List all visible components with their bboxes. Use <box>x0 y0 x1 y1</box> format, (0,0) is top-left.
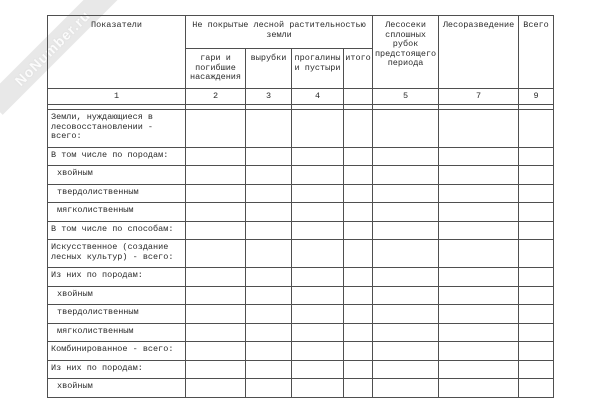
data-cell <box>373 379 439 398</box>
column-numbers-row <box>48 88 554 105</box>
data-cell <box>186 166 246 185</box>
data-cell <box>246 221 292 240</box>
data-cell <box>246 323 292 342</box>
data-cell <box>439 110 519 148</box>
table-row <box>48 305 554 324</box>
data-cell <box>519 379 554 398</box>
data-cell <box>186 305 246 324</box>
data-cell <box>292 166 344 185</box>
header-row-group <box>48 16 554 49</box>
data-cell <box>373 286 439 305</box>
header-not-covered-group: Не покрытые лесной растительностью земли <box>186 16 373 49</box>
column-number: 4 <box>292 88 344 105</box>
reforestation-table <box>47 15 554 398</box>
data-cell <box>292 240 344 268</box>
data-cell <box>344 240 373 268</box>
data-cell <box>519 342 554 361</box>
data-cell <box>246 286 292 305</box>
row-label: Комбинированное - всего: <box>48 342 186 361</box>
column-number: 9 <box>519 88 554 105</box>
data-cell <box>519 323 554 342</box>
data-cell <box>439 360 519 379</box>
data-cell <box>519 286 554 305</box>
table-row <box>48 360 554 379</box>
data-cell <box>344 110 373 148</box>
row-label: Искусственное (создание лесных культур) - всего: <box>48 240 186 268</box>
table-row <box>48 147 554 166</box>
data-cell <box>246 268 292 287</box>
data-cell <box>439 286 519 305</box>
data-cell <box>186 221 246 240</box>
header-afforestation: Лесоразведение <box>439 16 519 89</box>
data-cell <box>373 360 439 379</box>
data-cell <box>246 379 292 398</box>
row-label: В том числе по породам: <box>48 147 186 166</box>
data-cell <box>292 360 344 379</box>
data-cell <box>344 184 373 203</box>
data-cell <box>292 268 344 287</box>
data-cell <box>439 342 519 361</box>
table-body <box>48 110 554 398</box>
data-cell <box>186 203 246 222</box>
table-row <box>48 221 554 240</box>
data-cell <box>439 305 519 324</box>
column-number: 2 <box>186 88 246 105</box>
data-cell <box>292 147 344 166</box>
data-cell <box>246 184 292 203</box>
data-cell <box>292 203 344 222</box>
table-row <box>48 286 554 305</box>
data-cell <box>292 305 344 324</box>
row-label: твердолиственным <box>48 305 186 324</box>
data-cell <box>344 323 373 342</box>
row-label: хвойным <box>48 379 186 398</box>
data-cell <box>186 184 246 203</box>
row-label: мягколиственным <box>48 203 186 222</box>
header-subtotal: итого <box>344 49 373 89</box>
data-cell <box>373 110 439 148</box>
data-cell <box>439 379 519 398</box>
data-cell <box>519 268 554 287</box>
data-cell <box>373 221 439 240</box>
data-cell <box>344 221 373 240</box>
data-cell <box>373 268 439 287</box>
row-label: Из них по породам: <box>48 268 186 287</box>
row-label: В том числе по способам: <box>48 221 186 240</box>
data-cell <box>292 323 344 342</box>
data-cell <box>246 342 292 361</box>
data-cell <box>186 268 246 287</box>
data-cell <box>519 110 554 148</box>
header-total: Всего <box>519 16 554 89</box>
data-cell <box>292 379 344 398</box>
data-cell <box>439 323 519 342</box>
table-row <box>48 342 554 361</box>
data-cell <box>246 110 292 148</box>
header-indicators: Показатели <box>48 16 186 89</box>
data-cell <box>344 147 373 166</box>
row-label: хвойным <box>48 166 186 185</box>
data-cell <box>344 360 373 379</box>
data-cell <box>373 323 439 342</box>
data-cell <box>186 147 246 166</box>
data-cell <box>519 203 554 222</box>
table-container <box>47 15 557 402</box>
data-cell <box>519 360 554 379</box>
column-number: 5 <box>373 88 439 105</box>
data-cell <box>519 240 554 268</box>
data-cell <box>344 286 373 305</box>
data-cell <box>519 184 554 203</box>
data-cell <box>246 147 292 166</box>
data-cell <box>373 240 439 268</box>
header-clearings: вырубки <box>246 49 292 89</box>
table-row <box>48 110 554 148</box>
data-cell <box>246 240 292 268</box>
table-row <box>48 268 554 287</box>
data-cell <box>373 305 439 324</box>
data-cell <box>519 166 554 185</box>
row-label: твердолиственным <box>48 184 186 203</box>
data-cell <box>439 166 519 185</box>
data-cell <box>439 203 519 222</box>
data-cell <box>246 166 292 185</box>
data-cell <box>186 286 246 305</box>
column-number: 1 <box>48 88 186 105</box>
data-cell <box>439 268 519 287</box>
data-cell <box>246 360 292 379</box>
table-row <box>48 323 554 342</box>
data-cell <box>519 147 554 166</box>
header-glades-wastelands: прогалины и пустыри <box>292 49 344 89</box>
data-cell <box>292 110 344 148</box>
data-cell <box>186 323 246 342</box>
data-cell <box>186 360 246 379</box>
column-number: 7 <box>439 88 519 105</box>
data-cell <box>292 342 344 361</box>
watermark: NoNumber.ru <box>0 0 119 115</box>
data-cell <box>373 147 439 166</box>
data-cell <box>373 166 439 185</box>
column-number: 3 <box>246 88 292 105</box>
data-cell <box>519 221 554 240</box>
data-cell <box>439 184 519 203</box>
data-cell <box>439 221 519 240</box>
row-label: Из них по породам: <box>48 360 186 379</box>
data-cell <box>519 305 554 324</box>
data-cell <box>344 203 373 222</box>
data-cell <box>292 184 344 203</box>
data-cell <box>246 305 292 324</box>
table-row <box>48 379 554 398</box>
table-row <box>48 240 554 268</box>
table-header <box>48 16 554 110</box>
table-row <box>48 166 554 185</box>
data-cell <box>186 342 246 361</box>
data-cell <box>344 305 373 324</box>
data-cell <box>373 203 439 222</box>
header-burned-dead-stands: гари и погибшие насаждения <box>186 49 246 89</box>
data-cell <box>246 203 292 222</box>
column-number <box>344 88 373 105</box>
data-cell <box>292 221 344 240</box>
data-cell <box>373 342 439 361</box>
table-row <box>48 203 554 222</box>
data-cell <box>344 166 373 185</box>
data-cell <box>439 147 519 166</box>
data-cell <box>344 268 373 287</box>
data-cell <box>186 110 246 148</box>
row-label: Земли, нуждающиеся в лесовосстановлении - всего: <box>48 110 186 148</box>
data-cell <box>186 379 246 398</box>
data-cell <box>344 379 373 398</box>
data-cell <box>186 240 246 268</box>
data-cell <box>373 184 439 203</box>
data-cell <box>292 286 344 305</box>
row-label: мягколиственным <box>48 323 186 342</box>
data-cell <box>344 342 373 361</box>
row-label: хвойным <box>48 286 186 305</box>
data-cell <box>439 240 519 268</box>
header-felling-areas: Лесосеки сплошных рубок предстоящего периода <box>373 16 439 89</box>
table-row <box>48 184 554 203</box>
